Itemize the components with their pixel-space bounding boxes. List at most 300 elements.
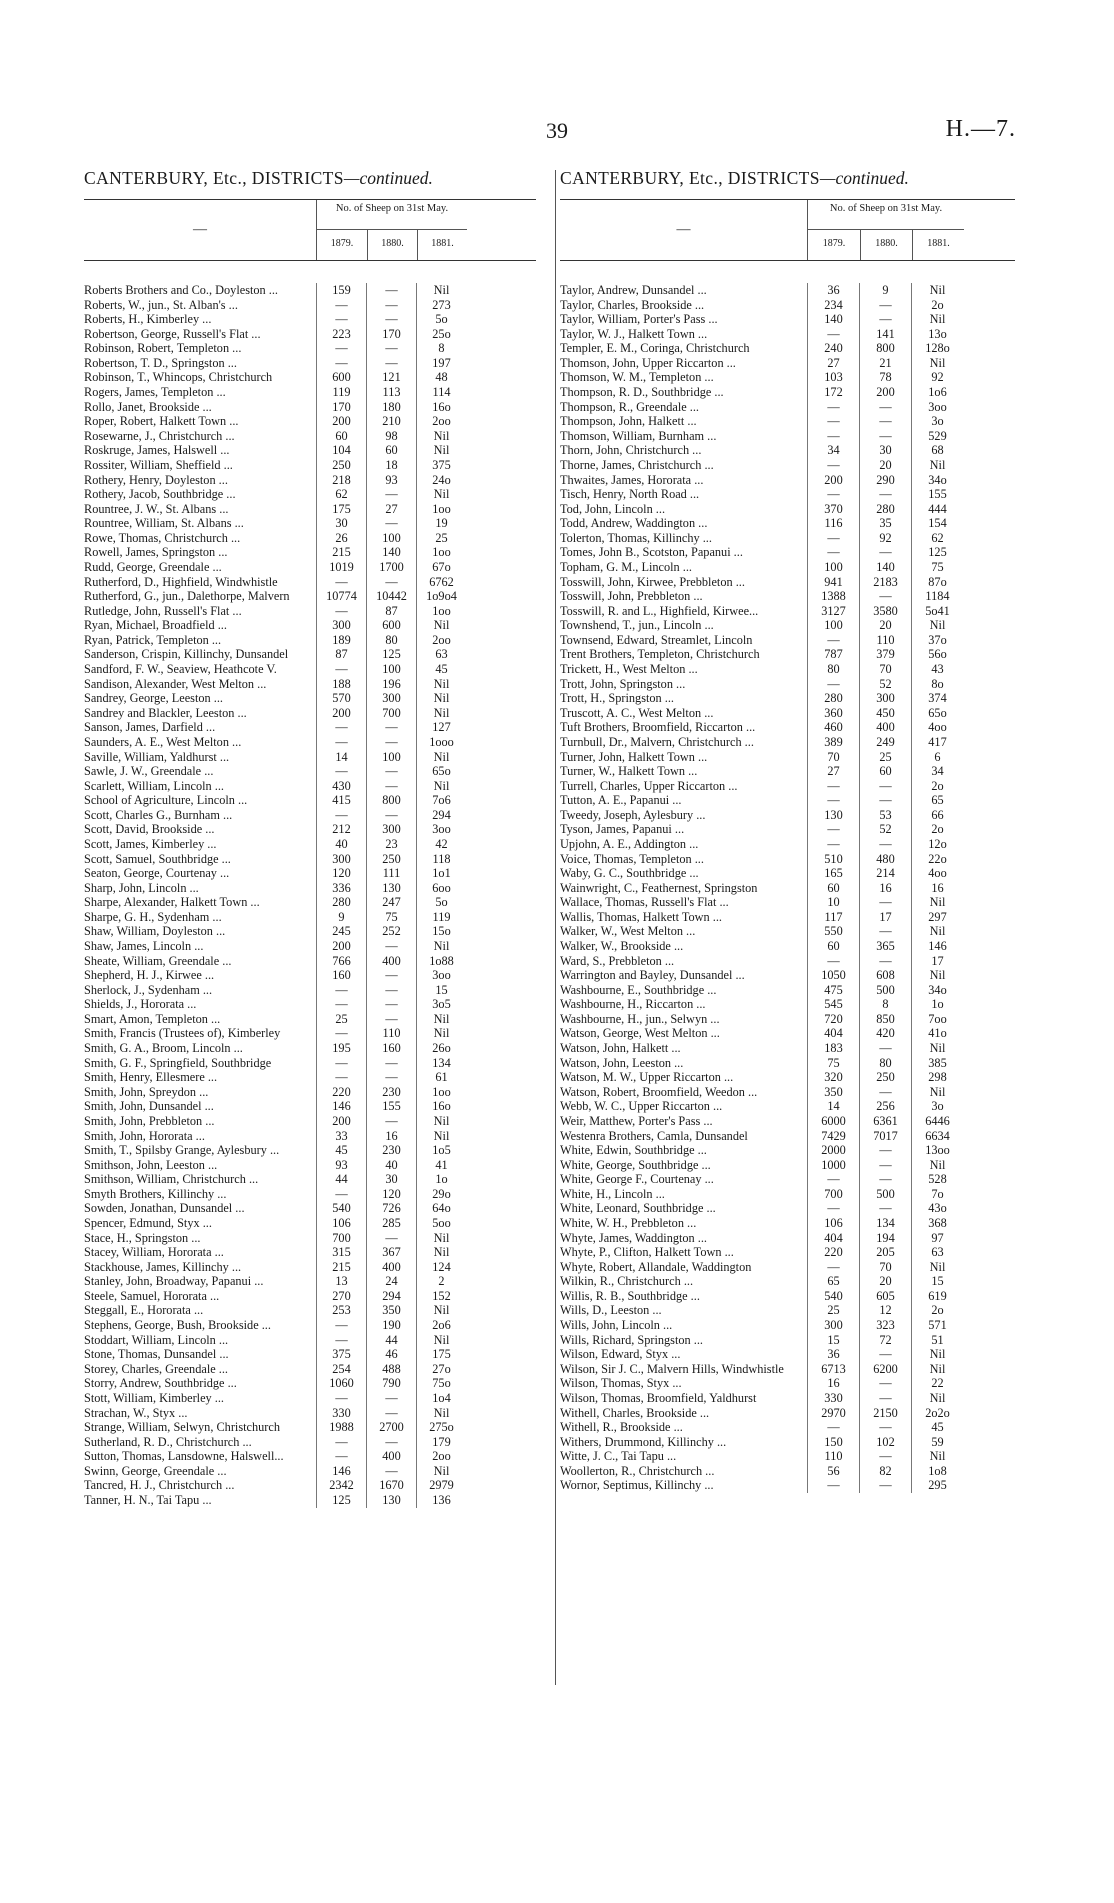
- sheep-1881: Nil: [911, 1362, 963, 1377]
- sheep-1881: 2oo: [416, 1449, 466, 1464]
- owner-name: Tosswill, John, Prebbleton ...: [560, 589, 703, 604]
- owner-name: Swinn, George, Greendale ...: [84, 1463, 227, 1478]
- table-row: [560, 1231, 1015, 1246]
- sheep-1879: —: [807, 793, 859, 808]
- sheep-1881: 294: [416, 808, 466, 823]
- owner-name: Tod, John, Lincoln ...: [560, 501, 666, 516]
- owner-name: Topham, G. M., Lincoln ...: [560, 559, 692, 574]
- sheep-1880: 210: [366, 414, 416, 429]
- sheep-1879: —: [807, 837, 859, 852]
- owner-name: Stackhouse, James, Killinchy ...: [84, 1259, 242, 1274]
- table-row: [560, 1201, 1015, 1216]
- sheep-1880: 80: [366, 633, 416, 648]
- owner-name: Rosewarne, J., Christchurch ...: [84, 428, 235, 443]
- sheep-1881: 298: [911, 1070, 963, 1085]
- sheep-1881: Nil: [911, 1041, 963, 1056]
- sheep-1880: 102: [859, 1435, 911, 1450]
- sheep-1879: 234: [807, 298, 859, 313]
- sheep-1879: —: [316, 997, 366, 1012]
- sheep-1879: —: [807, 1201, 859, 1216]
- sheep-1879: 550: [807, 924, 859, 939]
- sheep-1880: 17: [859, 910, 911, 925]
- owner-name: Smyth Brothers, Killinchy ...: [84, 1186, 227, 1201]
- table-row: [560, 400, 1015, 415]
- sheep-1880: —: [366, 997, 416, 1012]
- sheep-1881: 37o: [911, 633, 963, 648]
- sheep-1879: 120: [316, 866, 366, 881]
- sheep-1881: 5oo: [416, 1216, 466, 1231]
- owner-name: Rogers, James, Templeton ...: [84, 385, 226, 400]
- owner-name: Thomson, W. M., Templeton ...: [560, 370, 714, 385]
- owner-name: Taylor, Charles, Brookside ...: [560, 297, 705, 312]
- owner-name: Shields, J., Hororata ...: [84, 997, 197, 1012]
- sheep-1879: 1988: [316, 1420, 366, 1435]
- owner-name: Tweedy, Joseph, Aylesbury ...: [560, 807, 706, 822]
- table-row: [84, 1303, 536, 1318]
- sheep-1881: 275o: [416, 1420, 466, 1435]
- table-row: [84, 852, 536, 867]
- sheep-1879: 9: [316, 910, 366, 925]
- sheep-1879: 1388: [807, 589, 859, 604]
- owner-name: Taylor, Andrew, Dunsandel ...: [560, 283, 707, 297]
- sheep-1881: Nil: [416, 487, 466, 502]
- table-row: [84, 1347, 536, 1362]
- sheep-1881: 25: [416, 531, 466, 546]
- column-divider: [555, 170, 556, 1685]
- table-row: [84, 1099, 536, 1114]
- sheep-1880: —: [366, 575, 416, 590]
- sheep-1881: Nil: [911, 458, 963, 473]
- sheep-1880: 726: [366, 1201, 416, 1216]
- owner-name: Walker, W., West Melton ...: [560, 924, 696, 939]
- table-row: [84, 487, 536, 502]
- owner-name: Tyson, James, Papanui ...: [560, 822, 685, 837]
- sheep-1880: 20: [859, 458, 911, 473]
- table-row: [84, 327, 536, 342]
- sheep-1879: —: [807, 1260, 859, 1275]
- sheep-1881: 15o: [416, 924, 466, 939]
- owner-name: Townsend, Edward, Streamlet, Lincoln: [560, 632, 753, 647]
- owner-name: Thomson, John, Upper Riccarton ...: [560, 355, 736, 370]
- sheep-1879: 3127: [807, 604, 859, 619]
- owner-name: Rollo, Janet, Brookside ...: [84, 399, 212, 414]
- sheep-1879: 103: [807, 370, 859, 385]
- sheep-1879: 404: [807, 1231, 859, 1246]
- owner-name: Rutherford, G., jun., Dalethorpe, Malvern: [84, 589, 290, 604]
- table-row: [84, 633, 536, 648]
- sheep-1880: 78: [859, 370, 911, 385]
- sheep-1880: —: [859, 1085, 911, 1100]
- sheep-1879: 510: [807, 852, 859, 867]
- sheep-1879: —: [316, 575, 366, 590]
- sheep-1880: 379: [859, 647, 911, 662]
- sheep-1879: 33: [316, 1129, 366, 1144]
- owner-name: Ryan, Michael, Broadfield ...: [84, 618, 227, 633]
- sheep-1880: 121: [366, 370, 416, 385]
- sheep-1880: 134: [859, 1216, 911, 1231]
- owner-name: Watson, Robert, Broomfield, Weedon ...: [560, 1084, 758, 1099]
- sheep-1879: 700: [807, 1187, 859, 1202]
- table-row: [84, 1172, 536, 1187]
- owner-name: Watson, John, Leeston ...: [560, 1055, 684, 1070]
- owner-name: Sowden, Jonathan, Dunsandel ...: [84, 1201, 245, 1216]
- sheep-1881: 2o: [911, 298, 963, 313]
- table-row: [84, 1143, 536, 1158]
- sheep-1879: 106: [316, 1216, 366, 1231]
- table-row: [560, 1318, 1015, 1333]
- owner-name: Thorn, John, Christchurch ...: [560, 443, 702, 458]
- sheep-1881: 1o5: [416, 1143, 466, 1158]
- owner-name: Sandrey and Blackler, Leeston ...: [84, 705, 247, 720]
- sheep-1879: 189: [316, 633, 366, 648]
- owner-name: Saville, William, Yaldhurst ...: [84, 749, 230, 764]
- sheep-1879: 30: [316, 516, 366, 531]
- sheep-1879: 220: [316, 1085, 366, 1100]
- table-row: [84, 283, 536, 298]
- sheep-1879: —: [807, 1420, 859, 1435]
- owner-name: Turner, W., Halkett Town ...: [560, 764, 698, 779]
- sheep-1879: —: [807, 531, 859, 546]
- sheep-1880: 300: [859, 691, 911, 706]
- sheep-1881: Nil: [416, 1012, 466, 1027]
- sheep-1879: 106: [807, 1216, 859, 1231]
- owner-name: Robinson, T., Whincops, Christchurch: [84, 370, 273, 385]
- sheep-1880: 6361: [859, 1114, 911, 1129]
- sheep-1880: 52: [859, 822, 911, 837]
- sheep-1880: 111: [366, 866, 416, 881]
- sheep-1879: 254: [316, 1362, 366, 1377]
- sheep-1879: 36: [807, 283, 859, 298]
- sheep-1880: —: [859, 1420, 911, 1435]
- sheep-1881: 97: [911, 1231, 963, 1246]
- table-row: [560, 1187, 1015, 1202]
- table-row: [560, 1129, 1015, 1144]
- sheep-1880: —: [859, 1478, 911, 1493]
- table-row: [84, 691, 536, 706]
- owner-name: Scott, James, Kimberley ...: [84, 836, 217, 851]
- sheep-1880: 18: [366, 458, 416, 473]
- owner-name: Spencer, Edmund, Styx ...: [84, 1216, 212, 1230]
- sheep-1880: —: [859, 298, 911, 313]
- sheep-1879: —: [316, 1435, 366, 1450]
- sheep-1879: 25: [316, 1012, 366, 1027]
- sheep-1879: 2342: [316, 1478, 366, 1493]
- owner-name: Robertson, George, Russell's Flat ...: [84, 326, 261, 341]
- sheep-1881: 6: [911, 750, 963, 765]
- table-row: [84, 1318, 536, 1333]
- sheep-1881: 87o: [911, 575, 963, 590]
- owner-name: Rountree, William, St. Albans ...: [84, 516, 244, 531]
- table-row: [84, 545, 536, 560]
- sheep-1881: Nil: [911, 1391, 963, 1406]
- sheep-1881: 152: [416, 1289, 466, 1304]
- sheep-1880: 194: [859, 1231, 911, 1246]
- sheep-1881: 16o: [416, 400, 466, 415]
- sheep-1880: 70: [859, 1260, 911, 1275]
- table-row: [560, 1435, 1015, 1450]
- table-row: [560, 575, 1015, 590]
- sheep-1880: 53: [859, 808, 911, 823]
- sheep-1880: —: [366, 1012, 416, 1027]
- table-row: [560, 735, 1015, 750]
- sheep-1881: 295: [911, 1478, 963, 1493]
- sheep-1881: 3o: [911, 414, 963, 429]
- table-row: [84, 720, 536, 735]
- sheep-1880: —: [366, 735, 416, 750]
- sheep-1879: —: [316, 312, 366, 327]
- sheep-1880: 400: [366, 1449, 416, 1464]
- table-row: [84, 1406, 536, 1421]
- sheep-1879: 330: [807, 1391, 859, 1406]
- sheep-1880: 252: [366, 924, 416, 939]
- sheep-1880: 170: [366, 327, 416, 342]
- sheep-1881: 1o: [911, 997, 963, 1012]
- sheep-1879: —: [807, 458, 859, 473]
- sheep-1880: —: [859, 1143, 911, 1158]
- sheep-1879: 330: [316, 1406, 366, 1421]
- sheep-1881: Nil: [416, 691, 466, 706]
- sheep-1880: —: [366, 1435, 416, 1450]
- sheep-1881: 619: [911, 1289, 963, 1304]
- sheep-1880: 9: [859, 283, 911, 298]
- sheep-1880: 25: [859, 750, 911, 765]
- sheep-1880: —: [366, 764, 416, 779]
- sheep-1880: 12: [859, 1303, 911, 1318]
- table-row: [84, 1449, 536, 1464]
- page-number: 39: [546, 118, 568, 143]
- table-row: [560, 750, 1015, 765]
- table-row: [84, 1158, 536, 1173]
- sheep-1881: Nil: [416, 1231, 466, 1246]
- table-row: [560, 312, 1015, 327]
- sheep-1881: Nil: [416, 429, 466, 444]
- sheep-1880: —: [859, 1449, 911, 1464]
- sheep-1879: —: [807, 487, 859, 502]
- sheep-1880: 141: [859, 327, 911, 342]
- sheep-1880: —: [366, 487, 416, 502]
- owner-name: Witte, J. C., Tai Tapu ...: [560, 1449, 677, 1464]
- table-row: [560, 808, 1015, 823]
- sheep-1879: 175: [316, 502, 366, 517]
- sheep-1879: 100: [807, 560, 859, 575]
- sheep-1881: 1oo: [416, 604, 466, 619]
- table-row: [84, 1376, 536, 1391]
- owner-name: Trickett, H., West Melton ...: [560, 662, 698, 677]
- sheep-1880: 98: [366, 429, 416, 444]
- owner-name: Whyte, P., Clifton, Halkett Town ...: [560, 1245, 734, 1260]
- sheep-1879: 27: [807, 764, 859, 779]
- sheep-1880: —: [366, 983, 416, 998]
- sheep-1881: 12o: [911, 837, 963, 852]
- owner-name: Robinson, Robert, Templeton ...: [84, 341, 242, 356]
- sheep-1879: —: [807, 954, 859, 969]
- table-row: [84, 443, 536, 458]
- table-row: [560, 1172, 1015, 1187]
- table-row: [84, 1056, 536, 1071]
- right-column-title: [560, 168, 1015, 189]
- table-row: [84, 706, 536, 721]
- sheep-1879: 315: [316, 1245, 366, 1260]
- sheep-1879: —: [316, 764, 366, 779]
- sheep-1879: —: [807, 677, 859, 692]
- table-row: [560, 764, 1015, 779]
- title-suffix: —continued.: [819, 168, 909, 188]
- table-row: [560, 691, 1015, 706]
- sheep-1880: —: [366, 298, 416, 313]
- table-row: [560, 1099, 1015, 1114]
- owner-name: Wornor, Septimus, Killinchy ...: [560, 1478, 714, 1493]
- sheep-1881: Nil: [416, 443, 466, 458]
- owner-name: Tisch, Henry, North Road ...: [560, 487, 700, 502]
- sheep-1881: 51: [911, 1333, 963, 1348]
- owner-name: Smith, John, Hororata ...: [84, 1128, 205, 1143]
- sheep-1880: 250: [366, 852, 416, 867]
- table-row: [84, 866, 536, 881]
- sheep-1880: 30: [366, 1172, 416, 1187]
- sheep-1880: 6200: [859, 1362, 911, 1377]
- sheep-1881: Nil: [416, 750, 466, 765]
- owner-name: Roberts, W., jun., St. Alban's ...: [84, 297, 238, 312]
- sheep-1881: 571: [911, 1318, 963, 1333]
- sheep-1880: 285: [366, 1216, 416, 1231]
- sheep-1881: 63: [911, 1245, 963, 1260]
- owner-name: Scott, David, Brookside ...: [84, 822, 215, 837]
- sheep-count-title: No. of Sheep on 31st May.: [808, 200, 964, 230]
- sheep-1881: 3oo: [911, 400, 963, 415]
- owner-name: Ward, S., Prebbleton ...: [560, 953, 675, 968]
- sheep-1879: 14: [316, 750, 366, 765]
- sheep-1880: 196: [366, 677, 416, 692]
- sheep-1879: 110: [807, 1449, 859, 1464]
- owner-name: Wills, John, Lincoln ...: [560, 1318, 673, 1333]
- sheep-1881: Nil: [416, 706, 466, 721]
- sheep-1880: 488: [366, 1362, 416, 1377]
- table-row: [560, 793, 1015, 808]
- sheep-1881: 22o: [911, 852, 963, 867]
- sheep-1881: 1o4: [416, 1391, 466, 1406]
- sheep-1880: 367: [366, 1245, 416, 1260]
- sheep-1879: 140: [807, 312, 859, 327]
- table-row: [560, 677, 1015, 692]
- owner-name: Roper, Robert, Halkett Town ...: [84, 414, 239, 429]
- sheep-1879: 280: [316, 895, 366, 910]
- sheep-1880: —: [366, 1406, 416, 1421]
- table-row: [84, 341, 536, 356]
- sheep-1881: Nil: [911, 1158, 963, 1173]
- owner-name: Sutton, Thomas, Lansdowne, Halswell...: [84, 1449, 284, 1464]
- sheep-1881: 297: [911, 910, 963, 925]
- sheep-1879: 2000: [807, 1143, 859, 1158]
- owner-name: Trott, John, Springston ...: [560, 676, 686, 691]
- sheep-1879: —: [316, 1318, 366, 1333]
- table-row: [560, 458, 1015, 473]
- sheep-1880: —: [859, 312, 911, 327]
- owner-name: Rutherford, D., Highfield, Windwhistle: [84, 574, 278, 589]
- sheep-1879: 100: [807, 618, 859, 633]
- table-row: [560, 1464, 1015, 1479]
- owner-name: Thompson, John, Halkett ...: [560, 414, 697, 429]
- sheep-1881: 34o: [911, 473, 963, 488]
- left-column: [84, 168, 536, 1508]
- sheep-1879: —: [807, 545, 859, 560]
- sheep-1880: 280: [859, 502, 911, 517]
- sheep-1881: 146: [911, 939, 963, 954]
- sheep-1879: 766: [316, 954, 366, 969]
- sheep-1880: 290: [859, 473, 911, 488]
- sheep-1879: 215: [316, 1260, 366, 1275]
- sheep-1881: 2o: [911, 779, 963, 794]
- owner-name: Smart, Amon, Templeton ...: [84, 1011, 221, 1026]
- table-row: [560, 1449, 1015, 1464]
- owner-name: Wainwright, C., Feathernest, Springston: [560, 880, 758, 895]
- sheep-1879: 1050: [807, 968, 859, 983]
- sheep-1881: Nil: [416, 677, 466, 692]
- owner-name: Tuft Brothers, Broomfield, Riccarton ...: [560, 720, 756, 735]
- sheep-1879: 200: [316, 706, 366, 721]
- owner-name: Wilson, Edward, Styx ...: [560, 1347, 681, 1362]
- sheep-1881: 134: [416, 1056, 466, 1071]
- sheep-1879: 7429: [807, 1129, 859, 1144]
- sheep-1880: 160: [366, 1041, 416, 1056]
- owner-name: Steele, Samuel, Hororata ...: [84, 1288, 220, 1303]
- table-row: [84, 837, 536, 852]
- sheep-1880: 180: [366, 400, 416, 415]
- sheep-1879: 130: [807, 808, 859, 823]
- sheep-1879: 195: [316, 1041, 366, 1056]
- header-blank: —: [193, 222, 207, 237]
- table-row: [84, 822, 536, 837]
- sheep-1881: 179: [416, 1435, 466, 1450]
- sheep-1879: —: [807, 1478, 859, 1493]
- sheep-1880: 249: [859, 735, 911, 750]
- sheep-1881: 2o: [911, 822, 963, 837]
- sheep-1881: 43o: [911, 1201, 963, 1216]
- sheep-1880: —: [366, 283, 416, 298]
- table-row: [84, 1260, 536, 1275]
- owner-name: Robertson, T. D., Springston ...: [84, 355, 237, 370]
- owner-name: Withers, Drummond, Killinchy ...: [560, 1434, 727, 1449]
- sheep-1879: 460: [807, 720, 859, 735]
- owner-name: Tolerton, Thomas, Killinchy ...: [560, 530, 712, 545]
- sheep-1880: 113: [366, 385, 416, 400]
- owner-name: Smith, Francis (Trustees of), Kimberley: [84, 1026, 281, 1041]
- sheep-1879: 60: [807, 939, 859, 954]
- title-suffix: —continued.: [343, 168, 433, 188]
- owner-name: Watson, George, West Melton ...: [560, 1026, 720, 1041]
- sheep-1881: 1oo: [416, 545, 466, 560]
- owner-name: Tanner, H. N., Tai Tapu ...: [84, 1492, 212, 1507]
- sheep-1879: 700: [316, 1231, 366, 1246]
- owner-name: Walker, W., Brookside ...: [560, 939, 684, 954]
- table-row: [560, 560, 1015, 575]
- sheep-1880: 70: [859, 662, 911, 677]
- sheep-1879: 300: [316, 618, 366, 633]
- table-row: [84, 473, 536, 488]
- sheep-1879: 70: [807, 750, 859, 765]
- sheep-1881: 42: [416, 837, 466, 852]
- right-column: [560, 168, 1015, 1493]
- sheep-1880: —: [859, 954, 911, 969]
- sheep-1881: 15: [911, 1274, 963, 1289]
- sheep-1879: 218: [316, 473, 366, 488]
- sheep-1880: 80: [859, 1056, 911, 1071]
- sheep-1879: 270: [316, 1289, 366, 1304]
- owner-name: Shaw, William, Doyleston ...: [84, 924, 226, 939]
- sheep-1879: 150: [807, 1435, 859, 1450]
- sheep-1880: 200: [859, 385, 911, 400]
- table-row: [84, 502, 536, 517]
- table-row: [560, 1158, 1015, 1173]
